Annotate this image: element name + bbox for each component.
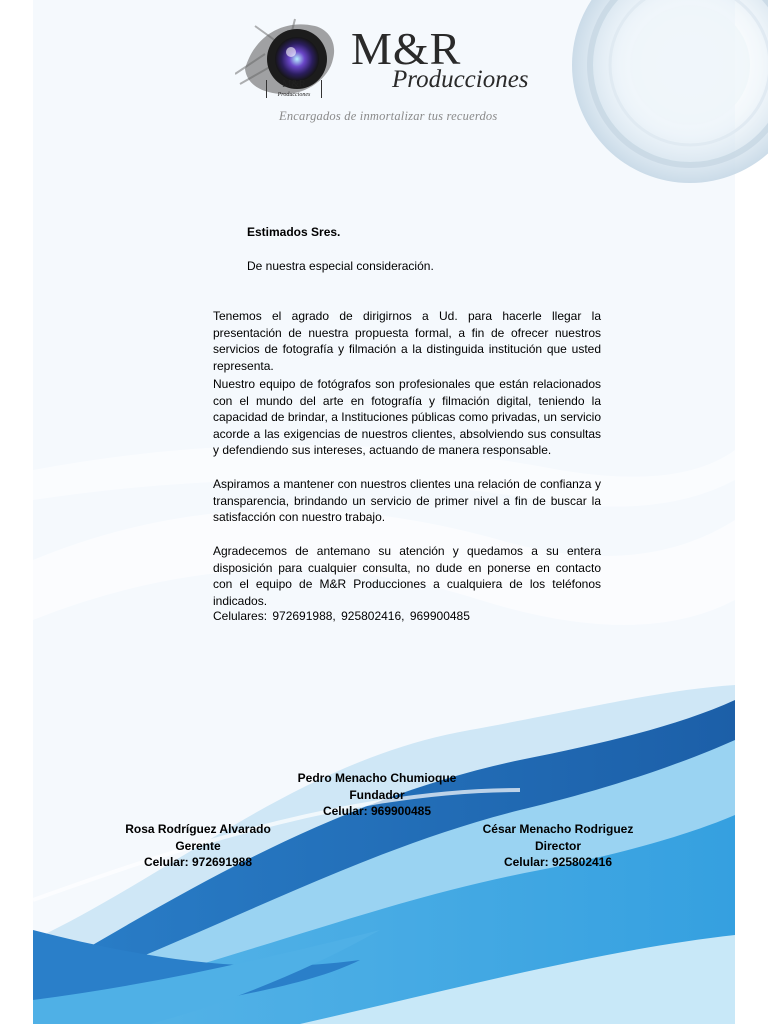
letter-paragraph-3: Aspiramos a mantener con nuestros clientes una relación de confianza y transparencia, brindando un servicio de primer nivel a fin de buscar la satisfacción con nuestro trabajo. — [213, 477, 601, 524]
letter-consideration: De nuestra especial consideración. — [247, 259, 434, 273]
signature-pedro — [282, 770, 472, 820]
letter-greeting: Estimados Sres. — [247, 225, 341, 239]
logo-subtitle: Producciones — [392, 66, 529, 93]
letter-paragraph-2: Nuestro equipo de fotógrafos son profesionales que están relacionados con el mundo del arte en fotografía y filmación digital, teniendo la capacidad de brindar, a Instituciones públicas como privadas, un servicio acorde a las exigencias de nuestros clientes, absolviendo sus consultas y defendiendo sus intereses, actuando de manera responsable. — [213, 377, 601, 457]
logo-mini-title: M&R — [282, 79, 306, 90]
signature-phone: Celular: 972691988 — [143, 855, 253, 869]
signature-phone: Celular: 969900485 — [322, 804, 432, 818]
signature-role: Gerente — [175, 838, 221, 853]
letter-phones: Celulares: 972691988, 925802416, 969900485 — [213, 609, 470, 623]
signature-name: Pedro Menacho Chumioque — [297, 771, 457, 785]
logo-title: M&R — [351, 23, 462, 74]
logo-mini-badge — [266, 80, 322, 98]
signature-role: Fundador — [349, 787, 405, 802]
signature-role: Director — [534, 838, 581, 853]
signature-cesar — [470, 821, 646, 871]
signature-name: César Menacho Rodriguez — [482, 822, 634, 836]
logo-slogan: Encargados de inmortalizar tus recuerdos — [279, 109, 498, 123]
letter-paragraph-1: Tenemos el agrado de dirigirnos a Ud. para hacerle llegar la presentación de nuestra propuesta formal, a fin de ofrecer nuestros servicios de fotografía y filmación a la distinguida institución que usted representa. — [213, 309, 601, 373]
signature-rosa — [110, 821, 286, 871]
logo-mini-subtitle: Producciones — [277, 92, 311, 98]
letter-paragraph-4: Agradecemos de antemano su atención y quedamos a su entera disposición para cualquier consulta, no dude en ponerse en contacto con el equipo de M&R Producciones a cualquiera de los teléfonos indicados. — [213, 544, 601, 608]
signature-name: Rosa Rodríguez Alvarado — [125, 822, 271, 836]
lens-decoration — [572, 0, 768, 183]
signature-phone: Celular: 925802416 — [503, 855, 613, 869]
